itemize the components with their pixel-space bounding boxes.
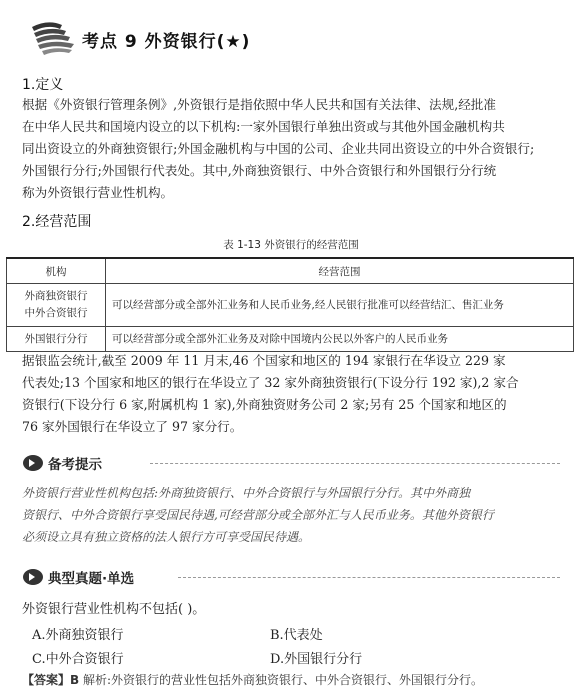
arrow-circle-icon — [22, 454, 44, 472]
book-stack-icon — [28, 19, 76, 59]
column-header-org: 机构 — [7, 258, 106, 284]
org-name: 外商独资银行 — [24, 290, 88, 302]
exam-label: 典型真题·单选 — [48, 571, 135, 587]
column-header-scope: 经营范围 — [106, 258, 574, 284]
option-a[interactable]: A.外商独资银行 — [32, 628, 124, 643]
org-name: 中外合资银行 — [24, 307, 88, 319]
stats-line: 据银监会统计,截至 2009 年 11 月末,46 个国家和地区的 194 家银行在华设立 229 家 — [22, 353, 506, 368]
tip-label: 备考提示 — [48, 457, 102, 473]
definition-heading: 1.定义 — [22, 77, 64, 93]
exam-question: 外资银行营业性机构不包括( )。 — [22, 602, 206, 617]
tip-line: 外资银行营业性机构包括:外商独资银行、中外合资银行与外国银行分行。其中外商独 — [22, 486, 471, 500]
table-row — [7, 327, 574, 352]
stats-line: 76 家外国银行在华设立了 97 家分行。 — [22, 419, 243, 434]
definition-line: 根据《外资银行管理条例》,外资银行是指依照中华人民共和国有关法律、法规,经批准 — [22, 97, 496, 112]
scope-cell: 可以经营部分或全部外汇业务及对除中国境内公民以外客户的人民币业务 — [106, 327, 574, 352]
org-cell — [7, 284, 106, 327]
definition-line: 同出资设立的外商独资银行;外国金融机构与中国的公司、企业共同出资设立的中外合资银行; — [22, 141, 535, 156]
tip-line: 资银行、中外合资银行享受国民待遇,可经营部分或全部外汇与人民币业务。其他外资银行 — [22, 508, 494, 522]
answer-label: 【答案】B — [22, 673, 80, 687]
page-title: 考点 9 外资银行(★) — [82, 31, 251, 52]
org-cell: 外国银行分行 — [7, 327, 106, 352]
answer-explanation: 解析:外资银行的营业性包括外商独资银行、中外合资银行、外国银行分行。 — [82, 673, 484, 687]
definition-line: 外国银行分行;外国银行代表处。其中,外商独资银行、中外合资银行和外国银行分行统 — [22, 163, 497, 178]
scope-table — [6, 257, 574, 352]
tip-paragraph — [22, 482, 560, 548]
dashed-divider — [150, 463, 560, 464]
scope-heading: 2.经营范围 — [22, 214, 92, 230]
tip-line: 必须设立具有独立资格的法人银行方可享受国民待遇。 — [22, 530, 311, 544]
statistics-paragraph — [22, 350, 560, 438]
stats-line: 代表处;13 个国家和地区的银行在华设立了 32 家外商独资银行(下设分行 192 家),2 家合 — [22, 375, 519, 390]
dashed-divider — [178, 577, 560, 578]
option-d[interactable]: D.外国银行分行 — [270, 652, 363, 667]
table-caption: 表 1-13 外资银行的经营范围 — [223, 239, 359, 251]
option-b[interactable]: B.代表处 — [270, 628, 323, 643]
table-row — [7, 284, 574, 327]
exam-heading — [22, 566, 134, 588]
section-header — [28, 14, 250, 64]
definition-line: 称为外资银行营业性机构。 — [22, 185, 174, 200]
arrow-circle-icon — [22, 568, 44, 586]
tip-heading — [22, 452, 102, 474]
answer-line — [22, 671, 483, 688]
scope-table-wrap — [6, 257, 574, 352]
stats-line: 资银行(下设分行 6 家,附属机构 1 家),外商独资财务公司 2 家;另有 25 个国家和地区的 — [22, 397, 507, 412]
table-header-row — [7, 258, 574, 284]
definition-line: 在中华人民共和国境内设立的以下机构:一家外国银行单独出资或与其他外国金融机构共 — [22, 119, 505, 134]
scope-cell: 可以经营部分或全部外汇业务和人民币业务,经人民银行批准可以经营结汇、售汇业务 — [106, 284, 574, 327]
option-c[interactable]: C.中外合资银行 — [32, 652, 124, 667]
definition-paragraph — [22, 94, 560, 204]
